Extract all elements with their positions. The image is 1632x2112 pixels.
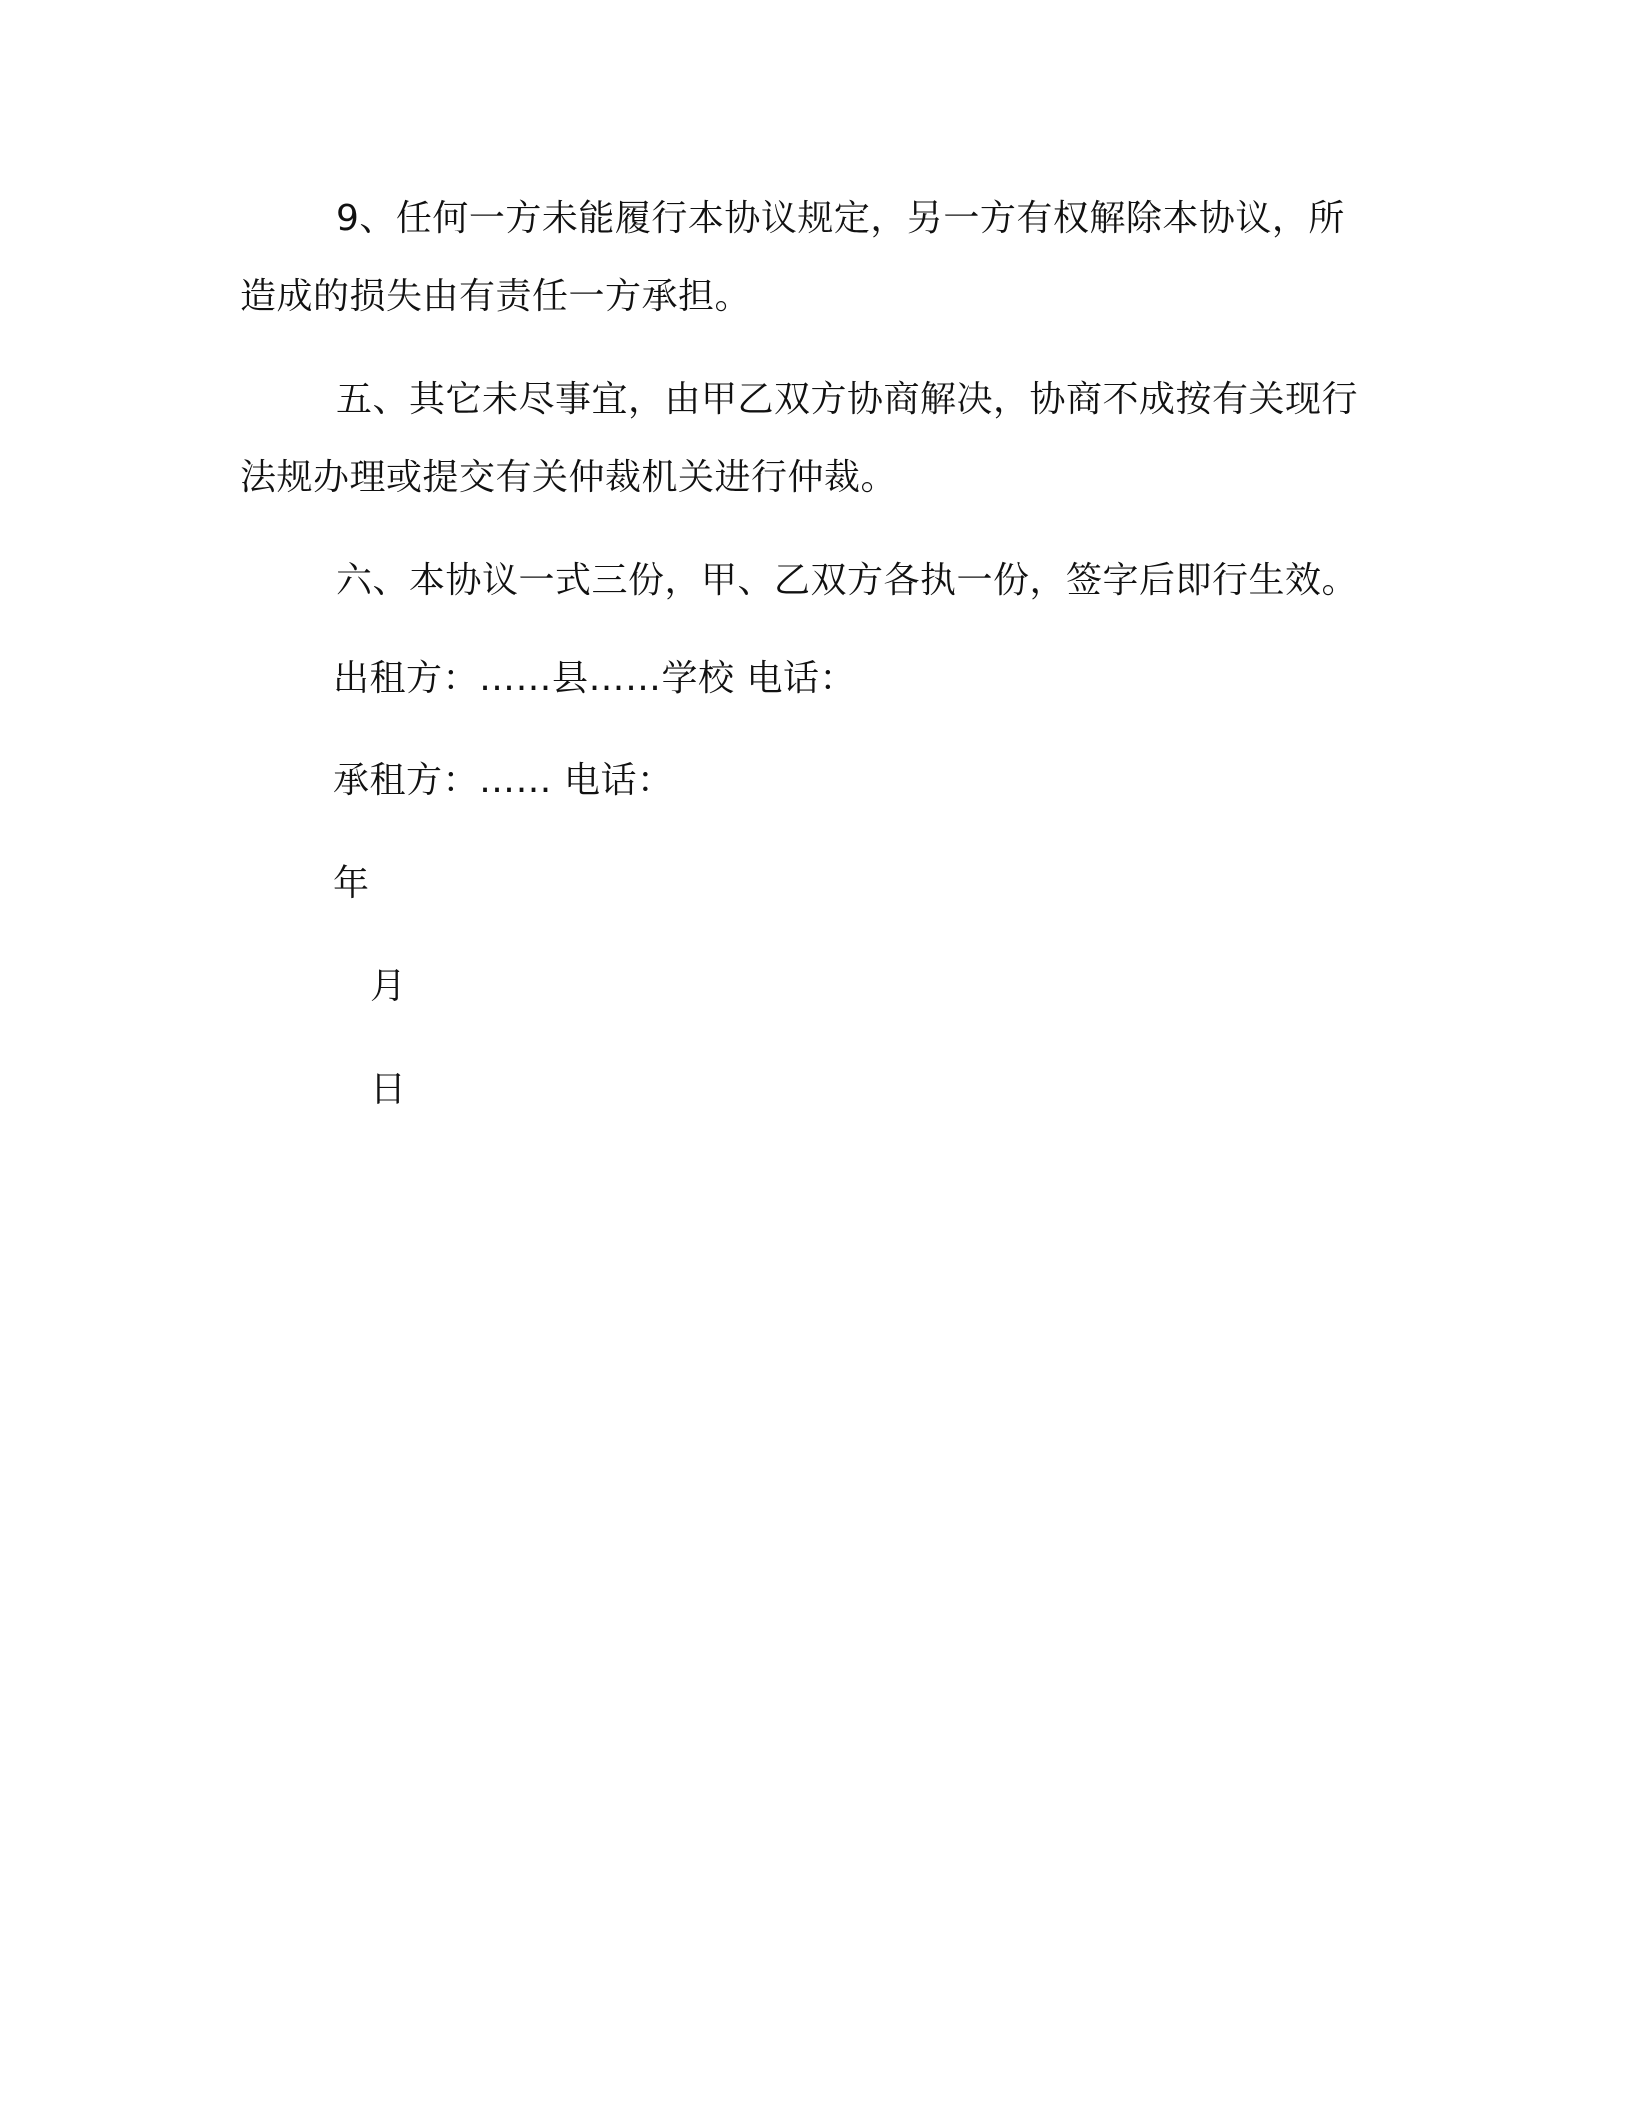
date-day-label: 日 xyxy=(370,1069,407,1110)
date-year-label: 年 xyxy=(333,863,370,904)
clause-9-paragraph: 9、任何一方未能履行本协议规定，另一方有权解除本协议，所造成的损失由有责任一方承担。 xyxy=(240,198,1345,317)
clause-5-paragraph: 五、其它未尽事宜，由甲乙双方协商解决，协商不成按有关现行法规办理或提交有关仲裁机关进行仲裁。 xyxy=(240,379,1359,498)
clause-6-paragraph: 六、本协议一式三份，甲、乙双方各执一份，签字后即行生效。 xyxy=(336,560,1359,601)
lessor-signature-line: 出租方：……县……学校 电话： xyxy=(333,658,856,699)
date-month-label: 月 xyxy=(370,966,407,1007)
lessee-signature-line: 承租方：…… 电话： xyxy=(333,760,674,801)
